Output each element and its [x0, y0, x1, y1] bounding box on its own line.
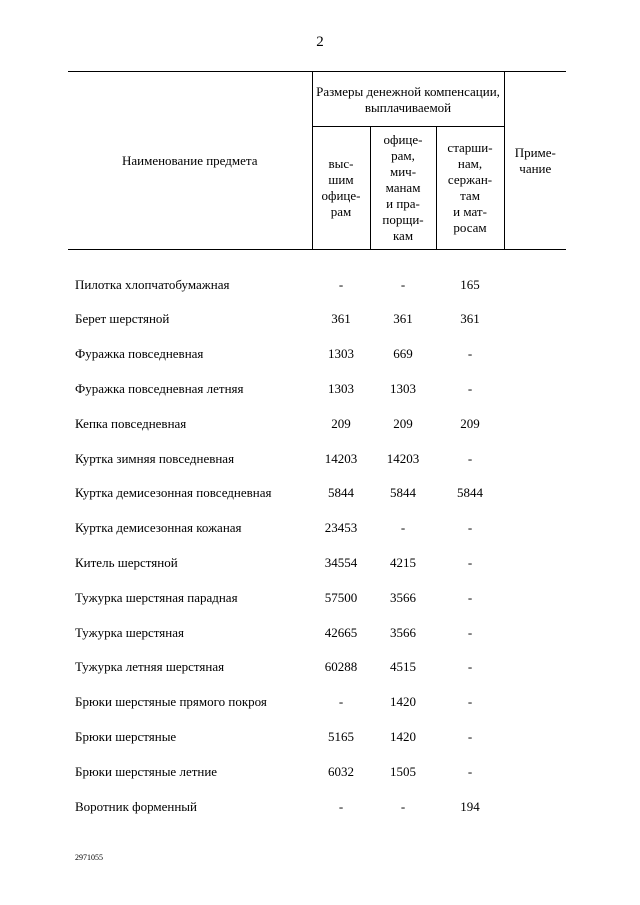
sergeants-cell: 5844: [457, 485, 484, 501]
senior-officers-cell: 1303: [328, 380, 354, 396]
item-name-cell: Берет шерстяной: [75, 311, 170, 327]
officers-cell: 4215: [390, 554, 416, 570]
item-name-cell: Куртка зимняя повседневная: [75, 450, 235, 466]
table-row: [68, 580, 566, 615]
officers-cell: 1505: [390, 763, 416, 779]
officers-cell: 5844: [390, 485, 416, 501]
header-item-name: Наименование предмета: [68, 72, 312, 250]
page-number: 2: [316, 34, 324, 50]
header-compensation-group: Размеры денежной компенсации, выплачиваемой: [312, 72, 504, 127]
note-cell: [504, 685, 566, 720]
table-body: [68, 250, 566, 824]
note-cell: [504, 406, 566, 441]
document-code: 2971055: [75, 853, 103, 862]
senior-officers-cell: 209: [331, 415, 351, 431]
header-senior-officers: выс- шим офице- рам: [312, 127, 370, 250]
senior-officers-cell: -: [338, 277, 344, 292]
item-name-cell: Тужурка шерстяная парадная: [75, 589, 238, 605]
officers-cell: 3566: [390, 589, 416, 605]
sergeants-cell: 361: [460, 311, 480, 327]
note-cell: [504, 476, 566, 511]
table-row: [68, 754, 566, 789]
sergeants-cell: 194: [460, 798, 480, 814]
table-row: [68, 372, 566, 407]
header-note: Приме- чание: [504, 72, 566, 250]
officers-cell: 4515: [390, 659, 416, 675]
note-cell: [504, 372, 566, 407]
officers-cell: -: [400, 798, 406, 814]
senior-officers-cell: 1303: [328, 346, 354, 362]
item-name-cell: Тужурка летняя шерстяная: [75, 659, 225, 675]
senior-officers-cell: 5844: [328, 485, 354, 501]
officers-cell: 14203: [386, 450, 420, 466]
senior-officers-cell: -: [338, 694, 344, 710]
senior-officers-cell: 14203: [324, 450, 358, 466]
sergeants-cell: -: [467, 694, 473, 710]
sergeants-cell: -: [467, 346, 473, 362]
table-row: [68, 789, 566, 824]
table-header: [68, 72, 566, 250]
note-cell: [504, 337, 566, 372]
item-name-cell: Брюки шерстяные прямого покроя: [75, 694, 267, 710]
sergeants-cell: -: [467, 520, 473, 536]
item-name-cell: Брюки шерстяные летние: [75, 763, 218, 779]
senior-officers-cell: 361: [331, 311, 351, 327]
note-cell: [504, 250, 566, 303]
senior-officers-cell: 42665: [324, 624, 358, 640]
note-cell: [504, 511, 566, 546]
sergeants-cell: 209: [460, 415, 480, 431]
sergeants-cell: -: [467, 589, 473, 605]
table-row: [68, 685, 566, 720]
sergeants-cell: -: [467, 659, 473, 675]
senior-officers-cell: 6032: [328, 763, 354, 779]
senior-officers-cell: 57500: [324, 589, 358, 605]
officers-cell: -: [400, 277, 406, 292]
officers-cell: -: [400, 520, 406, 536]
table-row: [68, 406, 566, 441]
table-row: [68, 720, 566, 755]
table-row: [68, 337, 566, 372]
note-cell: [504, 615, 566, 650]
table-row: [68, 650, 566, 685]
sergeants-cell: -: [467, 450, 473, 466]
note-cell: [504, 580, 566, 615]
item-name-cell: Куртка демисезонная кожаная: [75, 520, 242, 536]
sergeants-cell: -: [467, 554, 473, 570]
item-name-cell: Китель шерстяной: [75, 554, 178, 570]
sergeants-cell: 165: [460, 277, 480, 292]
table-row: [68, 546, 566, 581]
item-name-cell: Брюки шерстяные: [75, 728, 177, 744]
compensation-table: [68, 71, 566, 824]
table-row: [68, 302, 566, 337]
officers-cell: 1303: [390, 380, 416, 396]
item-name-cell: Пилотка хлопчатобумажная: [75, 277, 230, 292]
note-cell: [504, 789, 566, 824]
officers-cell: 361: [393, 311, 413, 327]
senior-officers-cell: 34554: [324, 554, 358, 570]
header-officers-warrant-officers: офице- рам, мич- манам и пра- порщи- кам: [370, 127, 436, 250]
table-row: [68, 511, 566, 546]
officers-cell: 1420: [390, 728, 416, 744]
item-name-cell: Воротник форменный: [75, 798, 197, 814]
table-row: [68, 476, 566, 511]
officers-cell: 3566: [390, 624, 416, 640]
header-sergeants-sailors: старши- нам, сержан- там и мат- росам: [436, 127, 504, 250]
item-name-cell: Кепка повседневная: [75, 415, 187, 431]
table-row: [68, 250, 566, 303]
note-cell: [504, 302, 566, 337]
item-name-cell: Куртка демисезонная повседневная: [75, 485, 272, 501]
item-name-cell: Тужурка шерстяная: [75, 624, 184, 640]
senior-officers-cell: 5165: [328, 728, 354, 744]
officers-cell: 209: [393, 415, 413, 431]
officers-cell: 669: [393, 346, 413, 362]
senior-officers-cell: 23453: [324, 520, 358, 536]
senior-officers-cell: 60288: [324, 659, 358, 675]
note-cell: [504, 720, 566, 755]
table-row: [68, 615, 566, 650]
note-cell: [504, 754, 566, 789]
sergeants-cell: -: [467, 624, 473, 640]
note-cell: [504, 441, 566, 476]
sergeants-cell: -: [467, 728, 473, 744]
senior-officers-cell: -: [338, 798, 344, 814]
note-cell: [504, 546, 566, 581]
item-name-cell: Фуражка повседневная: [75, 346, 204, 362]
sergeants-cell: -: [467, 763, 473, 779]
table-row: [68, 441, 566, 476]
note-cell: [504, 650, 566, 685]
officers-cell: 1420: [390, 694, 416, 710]
sergeants-cell: -: [467, 380, 473, 396]
item-name-cell: Фуражка повседневная летняя: [75, 380, 244, 396]
